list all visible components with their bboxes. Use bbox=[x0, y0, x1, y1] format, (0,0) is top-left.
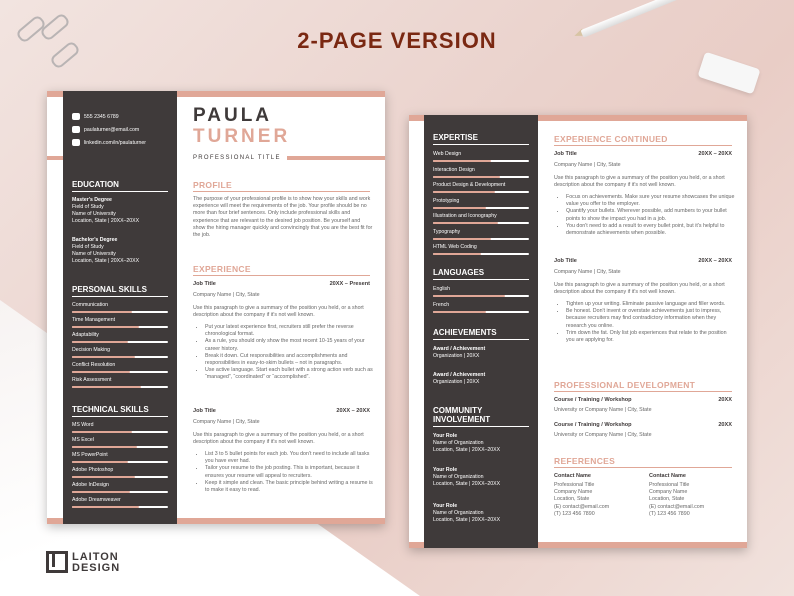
education-item bbox=[72, 197, 139, 225]
reference-email: (E) contact@email.com bbox=[554, 503, 610, 510]
skill-label: Communication bbox=[72, 302, 109, 308]
divider bbox=[554, 391, 732, 392]
job-title: Job Title bbox=[554, 151, 577, 157]
profile-heading: PROFILE bbox=[193, 180, 232, 190]
technical-skills-heading: TECHNICAL SKILLS bbox=[72, 405, 168, 417]
achievement-org: Organization | 20XX bbox=[433, 379, 480, 385]
skill-bar-fill bbox=[72, 491, 130, 493]
job-dates: 20XX – 20XX bbox=[698, 151, 732, 157]
skill-bar-fill bbox=[72, 311, 132, 313]
skill-item bbox=[433, 229, 529, 243]
reference-name: Contact Name bbox=[649, 473, 686, 479]
school: Name of University bbox=[72, 211, 116, 217]
skill-bar-fill bbox=[72, 461, 128, 463]
expertise-heading: EXPERTISE bbox=[433, 133, 529, 145]
community-heading-line1: COMMUNITY bbox=[433, 406, 483, 415]
skill-item bbox=[72, 377, 168, 391]
skill-item bbox=[433, 198, 529, 212]
reference-location: Location, State bbox=[554, 496, 590, 503]
job-title: Job Title bbox=[554, 258, 577, 264]
reference-title: Professional Title bbox=[649, 482, 690, 488]
skill-bar-fill bbox=[433, 295, 505, 297]
bullet: • Tighten up your writing. Eliminate passive language and filler words. bbox=[566, 301, 736, 308]
skill-item bbox=[72, 362, 168, 376]
sidebar bbox=[424, 115, 538, 548]
job-title: Job Title bbox=[193, 408, 216, 414]
course-org: University or Company Name | City, State bbox=[554, 407, 652, 413]
skill-label: Typography bbox=[433, 228, 461, 235]
achievement-item bbox=[433, 346, 485, 360]
bullet: • Be honest. Don't invent or overstate achievements just to impress, because recruiters may find contradictory information when they research you online. bbox=[566, 308, 736, 330]
skill-label: Product Design & Development bbox=[433, 182, 506, 188]
skill-bar-fill bbox=[433, 311, 486, 313]
skill-bar-fill bbox=[72, 431, 132, 433]
divider bbox=[554, 145, 732, 146]
field: Field of Study bbox=[72, 204, 104, 210]
bullet: • You don't need to add a result to every bullet point, but it's helpful to demonstrate achievements when possible. bbox=[566, 223, 736, 237]
skill-bar-fill bbox=[72, 446, 137, 448]
skill-label: Prototyping bbox=[433, 197, 460, 204]
last-name: TURNER bbox=[193, 126, 291, 147]
community-item bbox=[433, 433, 500, 454]
skill-label: Adobe Photoshop bbox=[72, 467, 114, 473]
skill-item bbox=[72, 452, 168, 466]
skill-item bbox=[72, 302, 168, 316]
skill-label: Interaction Design bbox=[433, 166, 475, 173]
degree: Master's Degree bbox=[72, 197, 112, 203]
logo-text-line1: LAITON bbox=[72, 551, 119, 563]
skill-bar-fill bbox=[72, 476, 135, 478]
phone-text: 555 2345 6789 bbox=[84, 113, 119, 120]
skill-item bbox=[72, 482, 168, 496]
skill-label: MS PowerPoint bbox=[72, 452, 108, 458]
reference-location: Location, State bbox=[649, 496, 685, 503]
reference-company: Company Name bbox=[554, 489, 593, 496]
skill-bar-fill bbox=[433, 238, 491, 240]
skill-item bbox=[433, 151, 529, 165]
school: Name of University bbox=[72, 251, 116, 257]
degree: Bachelor's Degree bbox=[72, 237, 118, 243]
email-text: paulaturner@email.com bbox=[84, 126, 140, 133]
skill-item bbox=[72, 497, 168, 511]
bullet: • Tailor your resume to the job posting. This is important, because it ensures your resume will appeal to recruiters. bbox=[205, 465, 373, 479]
skill-label: Adobe InDesign bbox=[72, 482, 109, 488]
skill-label: English bbox=[433, 286, 451, 292]
community-heading bbox=[433, 406, 529, 429]
reference-name: Contact Name bbox=[554, 473, 591, 479]
reference-phone: (T) 123 456 7890 bbox=[554, 510, 595, 517]
skill-label: MS Word bbox=[72, 422, 94, 428]
headline: 2-PAGE VERSION bbox=[297, 28, 497, 53]
skill-bar-fill bbox=[433, 191, 495, 193]
bullet: • List 3 to 5 bullet points for each job. You don't need to include all tasks you have ever had. bbox=[205, 451, 373, 465]
course-title: Course / Training / Workshop bbox=[554, 397, 632, 403]
references-heading: REFERENCES bbox=[554, 456, 616, 466]
professional-title: PROFESSIONAL TITLE bbox=[193, 155, 281, 161]
skill-item bbox=[72, 437, 168, 451]
community-item bbox=[433, 467, 500, 488]
job-bullets bbox=[556, 301, 736, 344]
skill-bar-fill bbox=[72, 341, 128, 343]
company: Company Name | City, State bbox=[193, 419, 260, 425]
logo-text-line2: DESIGN bbox=[72, 562, 121, 574]
bullet: • Quantify your bullets. Wherever possible, add numbers to your bullet points to show the impact you had in a job. bbox=[566, 208, 736, 222]
skill-label: Risk Assessment bbox=[72, 377, 112, 383]
skill-label: Adaptability bbox=[72, 332, 99, 338]
skill-bar-fill bbox=[433, 176, 500, 178]
logo-mark-icon bbox=[46, 551, 68, 573]
education-heading: EDUCATION bbox=[72, 180, 168, 192]
bullet: • Put your latest experience first, recruiters still prefer the reverse chronological format. bbox=[205, 324, 373, 338]
sidebar bbox=[63, 91, 177, 524]
divider bbox=[193, 275, 370, 276]
skill-bar-fill bbox=[433, 160, 491, 162]
reference-details bbox=[649, 482, 704, 518]
role: Your Role bbox=[433, 467, 458, 473]
reference-title: Professional Title bbox=[554, 482, 595, 488]
skill-label: Decision Making bbox=[72, 347, 111, 353]
skill-label: Illustration and Iconography bbox=[433, 213, 497, 219]
field: Field of Study bbox=[72, 244, 104, 250]
linkedin-text: linkedin.com/in/paulaturner bbox=[84, 139, 146, 146]
contact-phone bbox=[72, 113, 119, 120]
skill-item bbox=[433, 302, 529, 316]
skill-item bbox=[72, 422, 168, 436]
course-date: 20XX bbox=[718, 422, 732, 428]
experience-continued-heading: EXPERIENCE CONTINUED bbox=[554, 134, 668, 144]
reference-company: Company Name bbox=[649, 489, 688, 496]
job-summary: Use this paragraph to give a summary of the position you held, or a short description about the company if it's not well known. bbox=[193, 432, 364, 446]
resume-page-1 bbox=[47, 91, 385, 524]
course-date: 20XX bbox=[718, 397, 732, 403]
bullet: • Keep it simple and clean. The basic principle behind writing a resume is to make it easy to read. bbox=[205, 480, 373, 494]
linkedin-icon bbox=[72, 139, 80, 146]
community-item bbox=[433, 503, 500, 524]
job-summary: Use this paragraph to give a summary of the position you held, or a short description about the company if it's not well known. bbox=[554, 282, 725, 296]
email-icon bbox=[72, 126, 80, 133]
achievement-title: Award / Achievement bbox=[433, 346, 486, 352]
skill-bar-fill bbox=[433, 222, 498, 224]
role: Your Role bbox=[433, 433, 458, 439]
job-bullets bbox=[195, 324, 373, 382]
course-title: Course / Training / Workshop bbox=[554, 422, 632, 428]
skill-bar-fill bbox=[72, 506, 139, 508]
skill-label: HTML Web Coding bbox=[433, 244, 477, 250]
skill-item bbox=[433, 286, 529, 300]
reference-phone: (T) 123 456 7890 bbox=[649, 510, 690, 517]
reference-email: (E) contact@email.com bbox=[649, 503, 705, 510]
skill-bar-fill bbox=[72, 371, 130, 373]
header-accent-left bbox=[47, 156, 63, 160]
bullet: • Use active language. Start each bullet with a strong action verb such as “managed”, “coordinated” or “accomplished”. bbox=[205, 367, 373, 381]
phone-icon bbox=[72, 113, 80, 120]
location: Location, State | 20XX–20XX bbox=[72, 218, 140, 224]
skill-item bbox=[72, 347, 168, 361]
job-summary: Use this paragraph to give a summary of the position you held, or a short description about the company if it's not well known. bbox=[554, 175, 725, 189]
role: Your Role bbox=[433, 503, 458, 509]
skill-item bbox=[72, 332, 168, 346]
skill-item bbox=[72, 317, 168, 331]
experience-heading: EXPERIENCE bbox=[193, 264, 251, 274]
skill-label: Time Management bbox=[72, 317, 116, 323]
bullet: • Trim down the fat. Only list job experiences that relate to the position you are applying for. bbox=[566, 330, 736, 344]
job-dates: 20XX – Present bbox=[329, 281, 370, 287]
profile-text: The purpose of your professional profile is to show how your skills and work experience will meet the requirements of the job. Your profile should be no more than four brief sentences. Only include professional skills and experience that are relevant to the desired job position. Be yourself and show the hiring manager quickly and convincingly that you are the best fit for the job. bbox=[193, 196, 373, 239]
skill-label: French bbox=[433, 301, 450, 308]
personal-skills-heading: PERSONAL SKILLS bbox=[72, 285, 168, 297]
resume-page-2 bbox=[409, 115, 747, 548]
org: Name of Organization bbox=[433, 474, 484, 480]
community-heading-line2: INVOLVEMENT bbox=[433, 415, 529, 427]
job-summary: Use this paragraph to give a summary of the position you held, or a short description about the company if it's not well known. bbox=[193, 305, 364, 319]
location: Location, State | 20XX–20XX bbox=[433, 517, 501, 523]
skill-bar-fill bbox=[72, 356, 135, 358]
company: Company Name | City, State bbox=[554, 269, 621, 275]
skill-item bbox=[433, 182, 529, 196]
job-dates: 20XX – 20XX bbox=[698, 258, 732, 264]
achievement-title: Award / Achievement bbox=[433, 372, 486, 378]
divider bbox=[193, 191, 370, 192]
job-dates: 20XX – 20XX bbox=[336, 408, 370, 414]
skill-label: Adobe Dreamweaver bbox=[72, 497, 121, 503]
skill-item bbox=[433, 213, 529, 227]
education-item bbox=[72, 237, 139, 265]
achievement-org: Organization | 20XX bbox=[433, 353, 480, 359]
skill-item bbox=[433, 167, 529, 181]
location: Location, State | 20XX–20XX bbox=[433, 447, 501, 453]
job-bullets bbox=[195, 451, 373, 494]
first-name: PAULA bbox=[193, 105, 273, 126]
skill-bar-fill bbox=[433, 207, 486, 209]
contact-linkedin bbox=[72, 139, 146, 146]
bullet: • As a rule, you should only show the most recent 10-15 years of your career history. bbox=[205, 338, 373, 352]
skill-item bbox=[433, 244, 529, 258]
company: Company Name | City, State bbox=[554, 162, 621, 168]
org: Name of Organization bbox=[433, 440, 484, 446]
job-bullets bbox=[556, 194, 736, 237]
skill-item bbox=[72, 467, 168, 481]
professional-development-heading: PROFESSIONAL DEVELOPMENT bbox=[554, 380, 696, 390]
header-accent-right bbox=[287, 156, 385, 160]
skill-label: Web Design bbox=[433, 151, 462, 157]
org: Name of Organization bbox=[433, 510, 484, 516]
skill-bar-fill bbox=[433, 253, 481, 255]
achievement-item bbox=[433, 372, 485, 386]
course-org: University or Company Name | City, State bbox=[554, 432, 652, 438]
contact-email bbox=[72, 126, 139, 133]
location: Location, State | 20XX–20XX bbox=[72, 258, 140, 264]
languages-heading: LANGUAGES bbox=[433, 268, 529, 280]
achievements-heading: ACHIEVEMENTS bbox=[433, 328, 529, 340]
logo-mark-bar bbox=[52, 551, 55, 567]
bullet: • Break it down. Cut responsibilities and accomplishments and responsibilities in easy-to-skim bullets – not in paragraphs. bbox=[205, 353, 373, 367]
skill-label: MS Excel bbox=[72, 437, 94, 443]
skill-bar-fill bbox=[72, 326, 139, 328]
skill-bar-fill bbox=[72, 386, 141, 388]
reference-details bbox=[554, 482, 609, 518]
job-title: Job Title bbox=[193, 281, 216, 287]
skill-label: Conflict Resolution bbox=[72, 362, 116, 368]
company: Company Name | City, State bbox=[193, 292, 260, 298]
bullet: • Focus on achievements. Make sure your resume showcases the unique value you offer to the employer. bbox=[566, 194, 736, 208]
divider bbox=[554, 467, 732, 468]
location: Location, State | 20XX–20XX bbox=[433, 481, 501, 487]
